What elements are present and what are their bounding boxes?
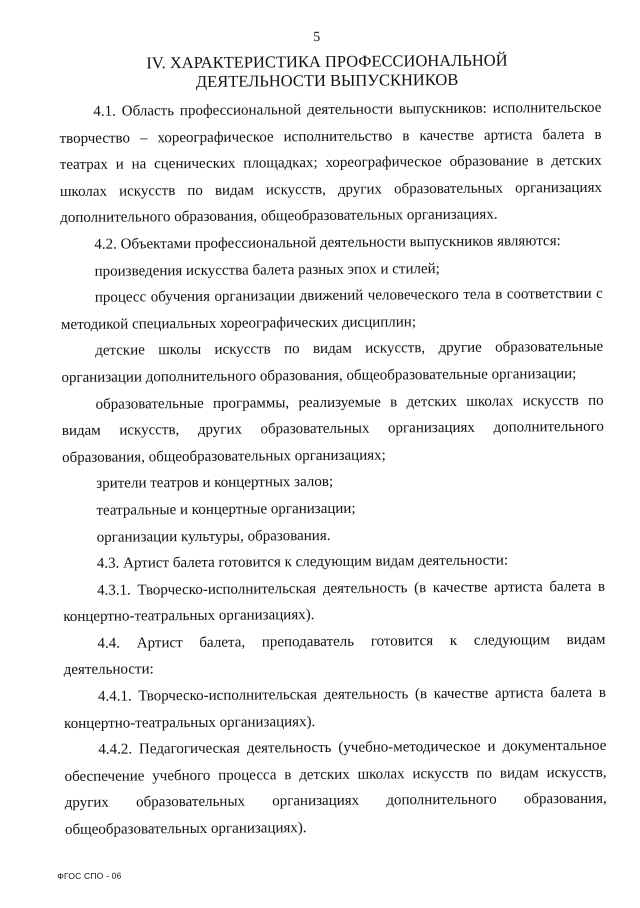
list-item-audiences: зрители театров и концертных залов;: [96, 474, 334, 493]
list-item-theatre-organizations: театральные и концертные организации;: [96, 500, 356, 519]
list-item-art-schools: детские школы искусств по видам искусств, другие образовательные организации дополнительного образования, общеобразовательные организации;: [61, 339, 604, 386]
footer-standard-code: ФГОС СПО - 06: [57, 870, 122, 882]
section-heading-line-1: IV. ХАРАКТЕРИСТИКА ПРОФЕССИОНАЛЬНОЙ: [146, 50, 508, 73]
paragraph-4-4-2: 4.4.2. Педагогическая деятельность (учебно-методическое и документальное обеспечение учебного процесса в детских школах искусств по видам искусств, других образовательных организациях дополнительного образования, общеобразовательных организациях).: [64, 738, 607, 839]
paragraph-4-4: 4.4. Артист балета, преподаватель готовится к следующим видам деятельности:: [63, 631, 606, 679]
list-item-movement-training: процесс обучения организации движений человеческого тела в соответствии с методикой специальных хореографических дисциплин;: [60, 285, 603, 333]
section-heading-line-2: ДЕЯТЕЛЬНОСТИ ВЫПУСКНИКОВ: [195, 69, 459, 91]
paragraph-4-2: 4.2. Объектами профессиональной деятельности выпускников являются:: [94, 233, 561, 253]
paragraph-4-3: 4.3. Артист балета готовится к следующим видам деятельности:: [96, 552, 509, 572]
list-item-educational-programs: образовательные программы, реализуемые в детских школах искусств по видам искусств, других образовательных организациях дополнительного образования, общеобразовательных организациях;: [61, 392, 604, 466]
paragraph-4-1: 4.1. Область профессиональной деятельности выпускников: исполнительское творчество – хореографическое исполнительство в качестве артиста балета в театрах и на сценических площадках; хореографическое образование в детских школах искусств по видам искусств, других образовательных организациях дополнительного образования, общеобразовательных организациях.: [59, 99, 603, 227]
paragraph-4-4-1: 4.4.1. Творческо-исполнительская деятельность (в качестве артиста балета в концертно-театральных организациях).: [64, 684, 606, 732]
page-number: 5: [313, 29, 321, 46]
body-text: [59, 95, 607, 844]
paragraph-4-3-1: 4.3.1. Творческо-исполнительская деятельность (в качестве артиста балета в концертно-театральных организациях).: [63, 578, 606, 626]
list-item-ballet-works: произведения искусства балета разных эпох и стилей;: [94, 260, 440, 280]
list-item-culture-organizations: организации культуры, образования.: [96, 527, 331, 546]
section-heading: [77, 50, 577, 92]
